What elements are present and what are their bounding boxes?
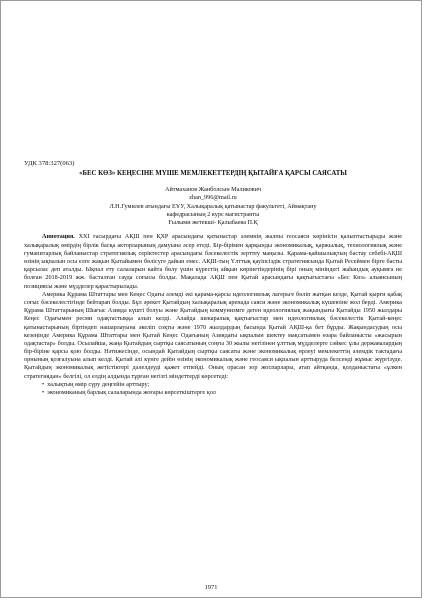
page-number: 1971 [204, 584, 218, 591]
author-block [24, 186, 402, 227]
body-paragraph: Америка Құрама Штаттары мен Кеңес Одағы әлемді екі қарама-қарсы идеологиялық лагерьге бөліп жатқан кезде, Қытай қырғи қабақ соғыс бәсекелестігінде бейтарап болды. Бұл әрекет Қытайдың халықаралық аренада саяси және экономикалық күшеюіне жол берді. Америка Құрама Штаттарының Шығыс Азияда күшті болуы және Қытайдың коммунизмге деген идеологиялық жақындығы Қытайды 1950 жылдары Кеңес Одағымен ресми одақтастыққа алып келді. Алайда шекаралық қақтығыстар мен идеологиялық бәсекелестік Қытай-кеңес қатынастарының біртіндеп нашарлауына әкеліп соқты және 1970 жылдардың басында Қытай АҚШ-қа бет бұрды. Жақындасудың осы кезеңінде Америка Құрама Штаттары мен Қытай Кеңес Одағының Азиядағы ықпалын шектеу мақсатымен өзара байланысты «жасырын одақтастар» болды. Осылайша, жаңа Қытайдың сыртқы саясатының соңғы 30 жылы негізінен ұлттық мүдделерге сәйкес ұлы державалардың бір-біріне қарсы қою болды. Нәтижесінде, осындай Қытайдың сыртқы саясаты және экономикалық өрлеуі мемлекеттің әлемдік тактадағы орнының қозғалуына алып келді. Қытай әлі күнге дейін өзінің экономикалық және геосаяси ықпалын арттыруда белсенді жұмыс жүргізуде. Қытайдың экономикалық жетістіктері дәлелдеуді қажет етпейді. Оның орасан зор жоспарлары, атап айтқанда, қолданыстағы «ұлкен стратегиядан» белгілі, ол елдің алдында тұрған негізгі міндеттерді көрсетеді: [24, 290, 402, 380]
paper-title: «БЕС КӨЗ» КЕҢЕСІНЕ МҮШЕ МЕМЛЕКЕТТЕРДІҢ ҚЫТАЙҒА ҚАРСЫ САЯСАТЫ [79, 170, 347, 177]
abstract-label: Аннотация. [42, 233, 75, 241]
list-item [42, 389, 402, 397]
udk-code: УДК 378:327(063) [24, 160, 75, 167]
list-item [42, 381, 402, 389]
bullet-icon: • [42, 389, 45, 397]
author-name: Айтмаханов Жанболсын Маликович [164, 186, 262, 193]
bullet-text: экономиканың барлық салаларында жоғары көрсеткіштерге қол [47, 389, 216, 397]
supervisor: Ғылыми жетекші- Қалыбаева П.Қ [168, 219, 258, 227]
abstract [24, 233, 402, 290]
affiliation-line-1: Л.Н.Гумилев атындағы ЕҰУ, Халықаралық қатынастар факультеті, Аймақтану [109, 202, 317, 210]
author-email: zhan_996@mail.ru [189, 194, 237, 202]
bullet-list [24, 381, 402, 397]
paper-content [24, 160, 402, 397]
abstract-text: XXI ғасырдағы АҚШ пен ҚХР арасындағы қатынастар әлемнің жалпы геосаяси көрінісін қалыптастырады және халықаралық өмірдің бірлік басқа акторларының дамуына әсер етеді. Бір-бірімен қарқынды экономикалық, қаржылық, технологиялық және гуманитарлық байланыстар стратегиялық серіктестер арасындағы бәсекелестік зерттеу маңызы. Қарама-қайшылықтың бастау себебі-АҚШ өзінің ықпалын осы елге жақын Қытайымен бөлісуге дайын емес. АҚШ-тың Үлттық қауіпсіздік стратегиясында Қытай Ресеймен бірге басты қарсылас деп аталды. Ықпал ету салаларын кайта бөлу үшін күрестің айқын көрінетіндерінің бірі оның мініндегі жаһандық ауқымға не болған 2018-2019 жж. басталған сауда соғысы болды. Мақалада АҚШ пен Қытай арасындағы қақтығыстағы «Бес Көз» альянсының позициясы және мүдделер қарастырылады. [24, 233, 402, 290]
bullet-text: халықтың өмір сүру деңгейін арттыру; [47, 380, 150, 388]
bullet-icon: • [42, 380, 45, 388]
affiliation-line-2: кафедрасының 2 курс магистранты [166, 210, 260, 218]
